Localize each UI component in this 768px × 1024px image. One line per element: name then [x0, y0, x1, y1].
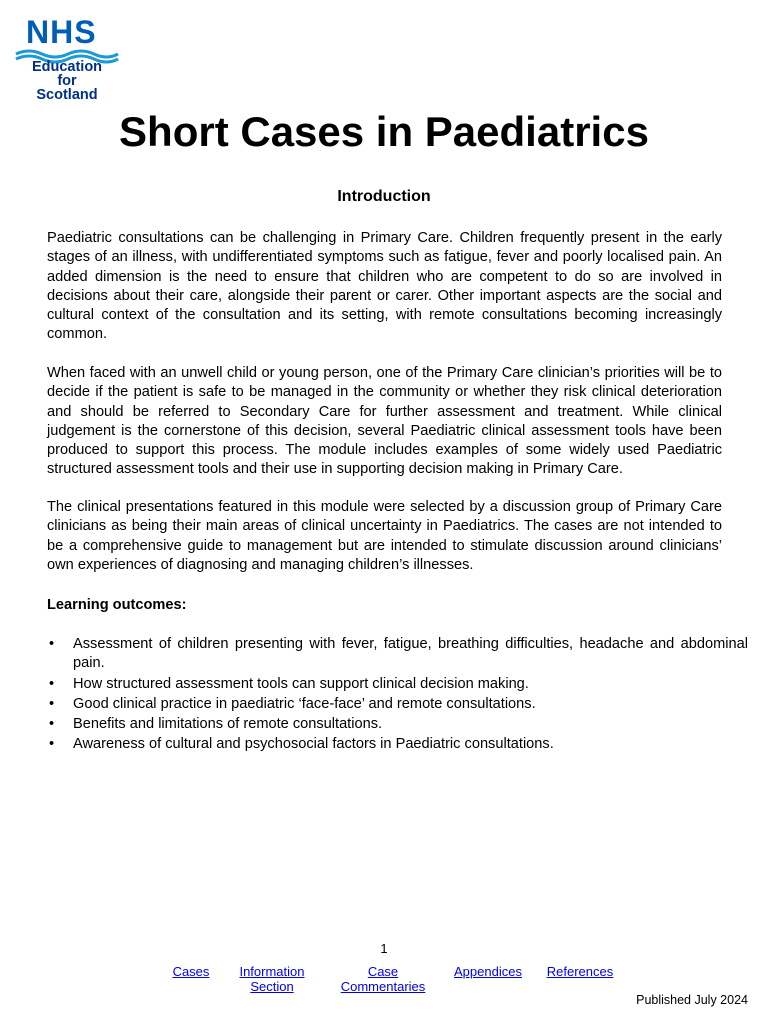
list-item-text: How structured assessment tools can support clinical decision making.	[73, 675, 529, 692]
logo-brand: NHS	[26, 14, 97, 50]
page-title: Short Cases in Paediatrics	[119, 108, 649, 155]
page-number: 1	[380, 941, 388, 956]
list-item-text: Assessment of children presenting with fever, fatigue, breathing difficulties, headache and abdominal pain.	[73, 636, 748, 672]
logo-line-education: Education	[31, 59, 103, 75]
nav-link-case-commentaries[interactable]: Case Commentaries	[340, 964, 426, 994]
list-item-text: Benefits and limitations of remote consultations.	[73, 716, 383, 733]
logo-line-for: for	[57, 73, 77, 89]
nav-link-appendices[interactable]: Appendices	[454, 964, 522, 979]
learning-outcomes-list	[47, 635, 748, 756]
intro-paragraph-1: Paediatric consultations can be challenging in Primary Care. Children frequently present in the early stages of an illness, with undifferentiated symptoms such as fatigue, fever and poorly localised pain. An added dimension is the need to ensure that children who are competent to do so are involved in decisions about their care, alongside their parent or carer. Other important aspects are the social and cultural context of the consultation and its setting, with remote consultations becoming increasingly common.	[47, 230, 722, 343]
list-item-text: Awareness of cultural and psychosocial factors in Paediatric consultations.	[73, 736, 554, 753]
section-heading: Introduction	[337, 188, 431, 205]
list-item	[49, 695, 748, 714]
intro-paragraph-2: When faced with an unwell child or young person, one of the Primary Care clinician’s priorities will be to decide if the patient is safe to be managed in the community or whether they risk clinical deterioration and should be referred to Secondary Care for further assessment and treatment. While clinical judgement is the cornerstone of this decision, several Paediatric clinical assessment tools have been produced to support this process. The module includes examples of some widely used Paediatric structured assessment tools and their use in supporting decision making in Primary Care.	[47, 365, 722, 478]
list-item	[49, 635, 748, 674]
nav-link-information-section[interactable]: Information Section	[239, 964, 305, 994]
logo-subtitle	[14, 60, 120, 102]
bullet-icon: •	[49, 675, 55, 692]
bullet-icon: •	[49, 636, 55, 652]
nav-link-cases[interactable]: Cases	[172, 964, 210, 979]
list-item	[49, 715, 748, 734]
bullet-icon: •	[49, 695, 55, 712]
list-item-text: Good clinical practice in paediatric ‘face-face’ and remote consultations.	[73, 695, 536, 712]
list-item	[49, 735, 748, 754]
nav-link-references[interactable]: References	[546, 964, 614, 979]
nhs-education-scotland-logo	[14, 14, 124, 106]
intro-paragraph-3: The clinical presentations featured in this module were selected by a discussion group of Primary Care clinicians as being their main areas of clinical uncertainty in Paediatrics. The cases are not intended to be a comprehensive guide to management but are intended to stimulate discussion around clinicians’ own experiences of diagnosing and managing children’s illnesses.	[47, 499, 722, 573]
learning-outcomes-heading: Learning outcomes:	[47, 597, 187, 613]
logo-line-scotland: Scotland	[36, 87, 98, 103]
bullet-icon: •	[49, 736, 55, 753]
bullet-icon: •	[49, 716, 55, 733]
published-date: Published July 2024	[636, 993, 748, 1007]
list-item	[49, 675, 748, 694]
